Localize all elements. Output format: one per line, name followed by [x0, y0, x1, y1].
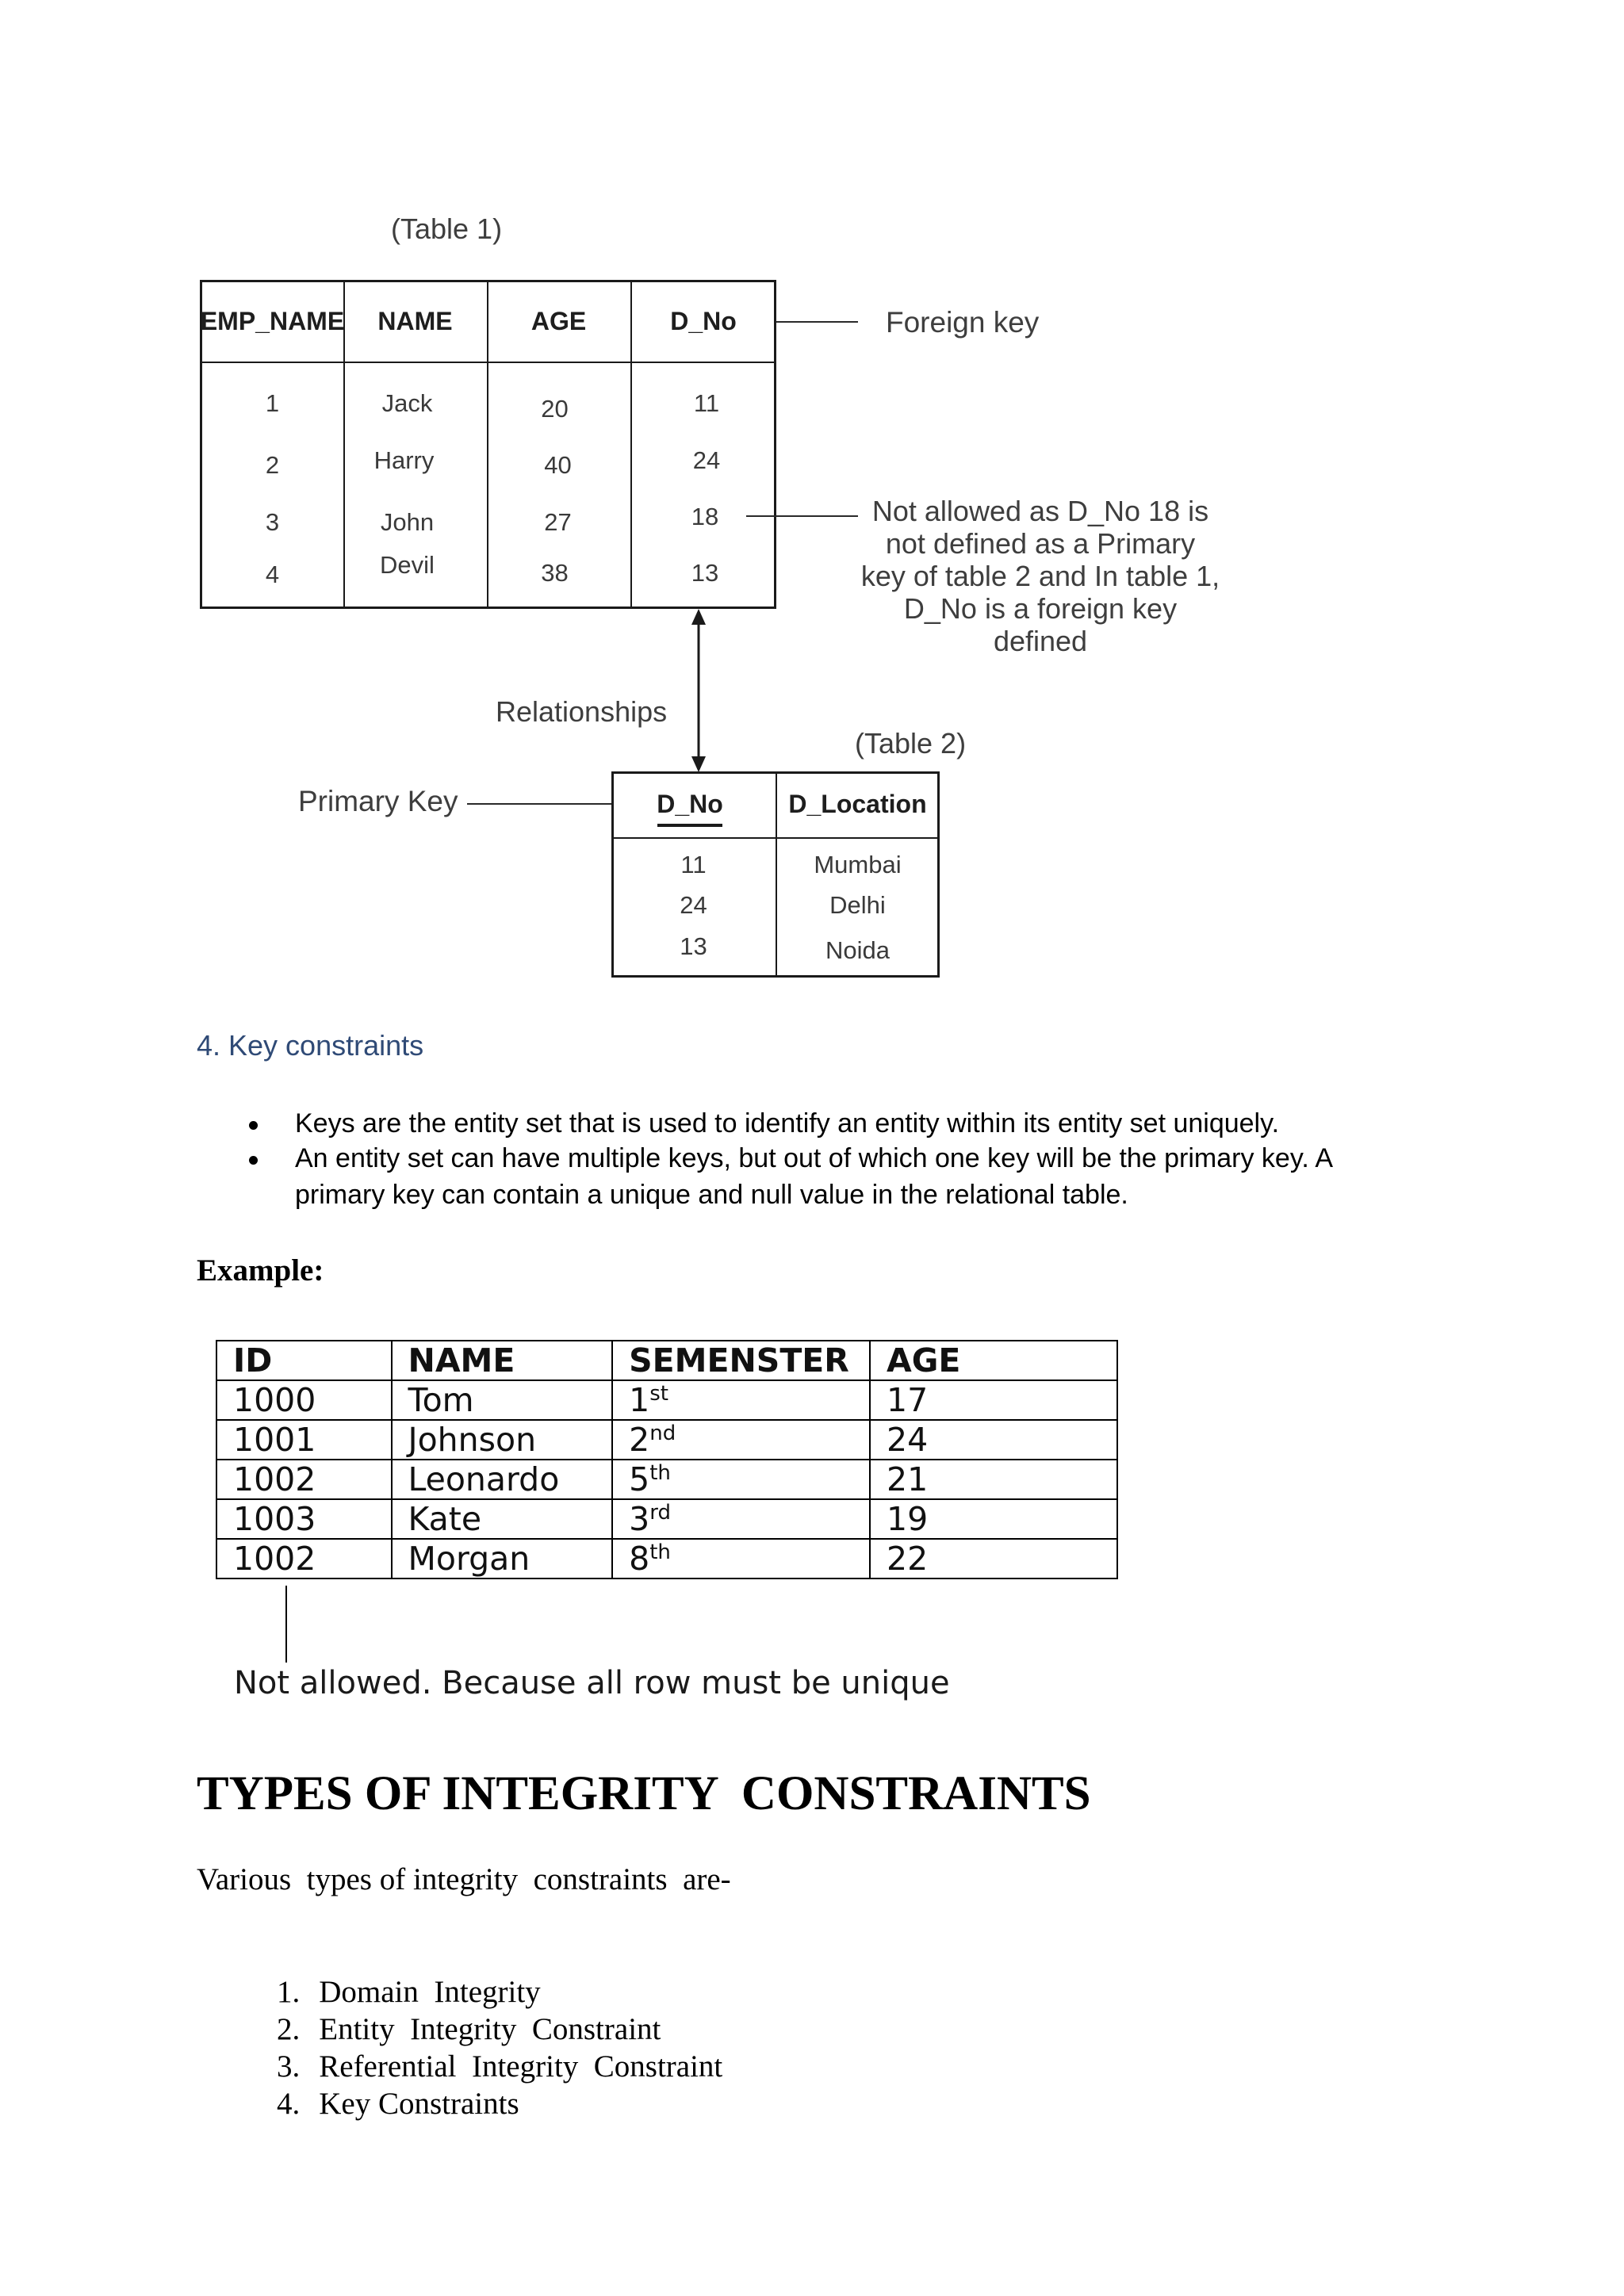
table1-cell: 13 [691, 559, 719, 587]
cell-age: 24 [870, 1420, 1117, 1460]
section-heading: 4. Key constraints [197, 1029, 424, 1062]
table1-header-d-no: D_No [670, 307, 737, 335]
list-item: 3. Referential Integrity Constraint [277, 2049, 723, 2084]
table1-cell: Harry [373, 446, 435, 474]
cell-id: 1003 [216, 1499, 392, 1539]
duplicate-pointer-line [285, 1586, 287, 1663]
table1-cell: 11 [693, 389, 720, 417]
table1-cell: 24 [692, 446, 721, 474]
table1-cell: 27 [544, 508, 572, 536]
list-item: 1. Domain Integrity [277, 1975, 541, 2009]
table1-cell: Jack [381, 389, 433, 417]
cell-id: 1001 [216, 1420, 392, 1460]
table-row [216, 1420, 1117, 1460]
table1-cell: 2 [265, 451, 280, 479]
cell-age: 21 [870, 1460, 1117, 1499]
not-allowed-note: Not allowed. Because all row must be unique [234, 1665, 950, 1701]
table2-cell: Noida [825, 936, 890, 964]
cell-id: 1002 [216, 1539, 392, 1578]
cell-name: Johnson [392, 1420, 613, 1460]
table2-header-d-location: D_Location [788, 790, 927, 818]
cell-id: 1000 [216, 1380, 392, 1420]
example-label: Example: [197, 1253, 324, 1288]
bullet-dot [249, 1156, 258, 1165]
cell-age: 22 [870, 1539, 1117, 1578]
cell-semester: 2nd [612, 1420, 870, 1460]
table1-cell: 20 [541, 395, 569, 423]
cell-name: Tom [392, 1380, 613, 1420]
header-age: AGE [870, 1341, 1117, 1380]
table1-cell: 40 [544, 451, 572, 479]
table-header-row [216, 1341, 1117, 1380]
cell-age: 19 [870, 1499, 1117, 1539]
cell-name: Leonardo [392, 1460, 613, 1499]
table-row [216, 1499, 1117, 1539]
bullet-dot [249, 1121, 258, 1130]
list-item: 4. Key Constraints [277, 2087, 519, 2121]
table1-cell: 18 [691, 503, 719, 530]
types-title: TYPES OF INTEGRITY CONSTRAINTS [197, 1767, 1091, 1820]
table2-header-d-no: D_No [657, 790, 723, 818]
cell-age: 17 [870, 1380, 1117, 1420]
relationships-label: Relationships [496, 695, 668, 728]
table2-cell: 13 [680, 932, 707, 960]
header-semester: SEMENSTER [612, 1341, 870, 1380]
table2-cell: 11 [680, 851, 707, 878]
table2-caption: (Table 2) [855, 727, 967, 760]
foreign-key-label: Foreign key [886, 306, 1040, 339]
example-table [216, 1340, 1118, 1579]
table-row [216, 1539, 1117, 1578]
table1-cell: 38 [541, 559, 569, 587]
cell-semester: 1st [612, 1380, 870, 1420]
cell-name: Morgan [392, 1539, 613, 1578]
table-row [216, 1380, 1117, 1420]
primary-key-label: Primary Key [298, 785, 458, 817]
list-item: 2. Entity Integrity Constraint [277, 2012, 661, 2046]
table2-cell: Delhi [829, 891, 886, 919]
table1-cell: Devil [380, 551, 435, 579]
table-row [216, 1460, 1117, 1499]
relationship-arrow [687, 607, 710, 774]
table2-cell: 24 [680, 891, 707, 919]
cell-semester: 3rd [612, 1499, 870, 1539]
table1-cell: 1 [265, 389, 280, 417]
table1-caption: (Table 1) [391, 212, 503, 245]
table1-header-emp-name: EMP_NAME [200, 307, 345, 335]
cell-semester: 5th [612, 1460, 870, 1499]
header-id: ID [216, 1341, 392, 1380]
cell-semester: 8th [612, 1539, 870, 1578]
cell-id: 1002 [216, 1460, 392, 1499]
table1-cell: 3 [265, 508, 280, 536]
cell-name: Kate [392, 1499, 613, 1539]
table1-cell: 4 [265, 561, 280, 588]
table2-cell: Mumbai [814, 851, 902, 878]
primary-key-underline [657, 824, 722, 827]
types-intro: Various types of integrity constraints are- [197, 1862, 731, 1896]
table1-cell: John [380, 508, 435, 536]
header-name: NAME [392, 1341, 613, 1380]
bullet-item: Keys are the entity set that is used to identify an entity within its entity set uniquely. [295, 1108, 1280, 1138]
table1-header-age: AGE [530, 307, 587, 335]
table1-header-name: NAME [377, 307, 453, 335]
not-allowed-note: Not allowed as D_No 18 is not defined as a Primary key of table 2 and In table 1, D_No is a foreign key defined [860, 495, 1220, 657]
bullet-item: An entity set can have multiple keys, but out of which one key will be the primary key. A primary key can contain a unique and null value in the relational table. [295, 1143, 1332, 1210]
